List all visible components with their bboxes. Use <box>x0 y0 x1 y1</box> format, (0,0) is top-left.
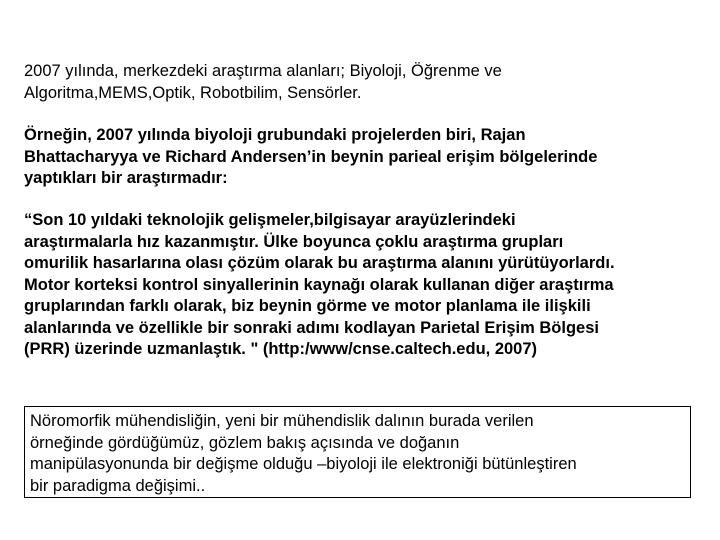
conclusion-text: Nöromorfik mühendisliğin, yeni bir mühendislik dalının burada verilen örneğinde gördüğümüz, gözlem bakış açısında ve doğanın manipülasyonunda bir değişme olduğu –biyoloji ile elektroniği bütünleştiren bir paradigma değişimi.. <box>30 412 577 495</box>
research-quote: “Son 10 yıldaki teknolojik gelişmeler,bilgisayar arayüzlerindeki araştırmalarla hız kazanmıştır. Ülke boyunca çoklu araştırma grupları omurilik hasarlarına olası çözüm olarak bu araştırma alanını yürütüyorlardı. Motor korteksi kontrol sinyallerinin kaynağı olarak kullanan diğer araştırma gruplarından farklı olarak, biz beynin görme ve motor planlama ile ilişkili alanlarında ve özellikle bir sonraki adımı kodlayan Parietal Erişim Bölgesi (PRR) üzerinde uzmanlaştık. " (http:/www/cnse.caltech.edu, 2007) <box>24 211 615 358</box>
example-project-paragraph: Örneğin, 2007 yılında biyoloji grubundaki projelerden biri, Rajan Bhattacharyya ve Richard Andersen’in beynin parieal erişim bölgelerinde yaptıkları bir araştırmadır: <box>24 126 598 187</box>
research-areas-paragraph: 2007 yılında, merkezdeki araştırma alanları; Biyoloji, Öğrenme ve Algoritma,MEMS,Optik, Robotbilim, Sensörler. <box>24 62 502 102</box>
conclusion-box <box>24 406 691 498</box>
